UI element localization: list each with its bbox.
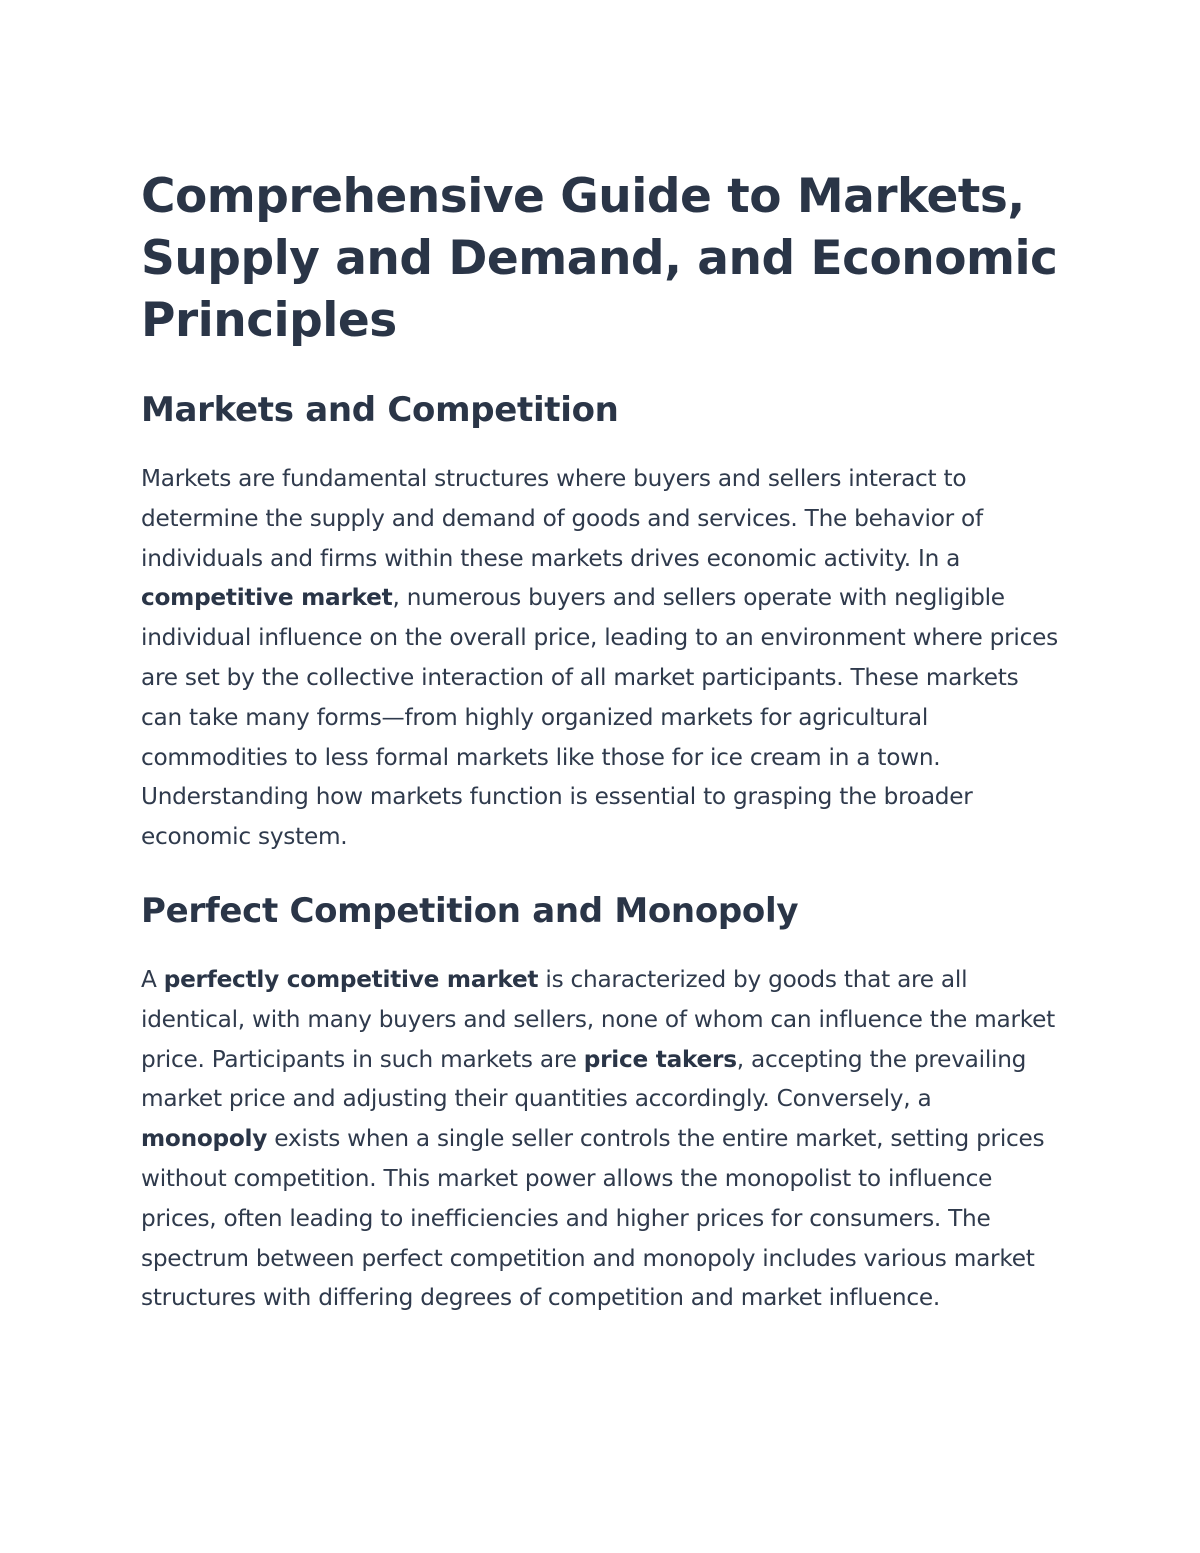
page-title: Comprehensive Guide to Markets, Supply and Demand, and Economic Principles: [141, 169, 1058, 348]
paragraph-text: A: [141, 965, 164, 993]
paragraph-text: Markets are fundamental structures where buyers and sellers interact to determine the supply and demand of goods and services. The behavior of individuals and firms within these markets drives economic activity. In a: [141, 465, 983, 572]
paragraph-text: , numerous buyers and sellers operate with negligible individual influence on the overall price, leading to an environment where prices are set by the collective interaction of all market participants. These markets can take many forms—from highly organized markets for agricultural commodities to less formal markets like those for ice cream in a town. Understanding how markets function is essential to grasping the broader economic system.: [141, 584, 1058, 851]
term-perfectly-competitive-market: perfectly competitive market: [163, 965, 539, 993]
paragraph-text: , accepting the prevailing market price and adjusting their quantities accordingly. Conversely, a: [141, 1045, 1027, 1113]
term-price-takers: price takers: [583, 1045, 737, 1073]
section-heading-markets-and-competition: Markets and Competition: [141, 390, 619, 430]
term-monopoly: monopoly: [141, 1125, 268, 1153]
paragraph-text: exists when a single seller controls the entire market, setting prices without competition. This market power allows the monopolist to influence prices, often leading to inefficiencies and higher prices for consumers. The spectrum between perfect competition and monopoly includes various market structures with differing degrees of competition and market influence.: [141, 1125, 1045, 1312]
section-paragraph-perfect-competition-and-monopoly: [141, 960, 1061, 1318]
term-competitive-market: competitive market: [141, 584, 393, 612]
document-page: [141, 166, 1061, 1318]
paragraph-text: is characterized by goods that are all identical, with many buyers and sellers, none of whom can influence the market price. Participants in such markets are: [141, 965, 1055, 1073]
section-paragraph-markets-and-competition: [141, 459, 1061, 857]
section-heading-perfect-competition-and-monopoly: Perfect Competition and Monopoly: [141, 890, 799, 931]
